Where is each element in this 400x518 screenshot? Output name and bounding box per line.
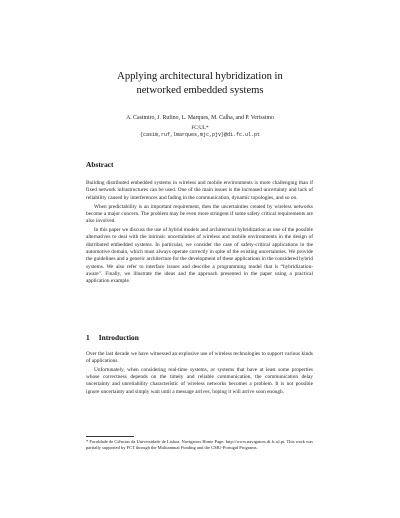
abstract-paragraph-3: In this paper we discuss the use of hybrid models and architectural hybridization as one of the possible alternatives to deal with the intrinsic uncertainties of wireless and mobile environments in the design of distributed embedded systems. In particular, we consider the case of safety-critical applications in the automotive domain, which must always operate correctly in spite of the existing uncertainties. We provide the guidelines and a generic architecture for the development of these applications in the considered hybrid systems. We also refer to interface issues and describe a programming model that is “hybridization-aware”. Finally, we illustrate the ideas and the approach presented in the paper using a practical application example. xyxy=(86,227,313,285)
introduction-body xyxy=(86,351,313,397)
affiliation: FC/UL* xyxy=(191,125,209,131)
section-number: 1 xyxy=(86,333,90,342)
title-line-1: Applying architectural hybridization in xyxy=(117,71,283,82)
intro-paragraph-2: Unfortunately, when considering real-time systems, or systems that have at least some properties whose correctness depends on the timely and reliable communication, the communication delay uncertainty and unreliability characteristic of wireless networks becomes a problem. It is not possible ignore uncertainty and simply wait until a message arrives, hoping it will arrive soon enough. xyxy=(86,366,313,395)
introduction-heading xyxy=(86,333,139,342)
title-line-2: networked embedded systems xyxy=(136,85,264,96)
affiliation-block xyxy=(40,125,360,139)
abstract-paragraph-2: When predictability is an important requirement, then the uncertainties created by wireless networks become a major concern. The problem may be even more stringent if some safety critical requirements are also involved. xyxy=(86,203,313,225)
abstract-body xyxy=(86,180,313,287)
abstract-heading: Abstract xyxy=(86,160,114,169)
paper-title xyxy=(60,70,340,98)
author-emails: {casim,ruf,lmarques,mjc,pjv}@di.fc.ul.pt xyxy=(139,132,261,138)
section-title: Introduction xyxy=(98,333,139,342)
intro-paragraph-1: Over the last decade we have witnessed an explosive use of wireless technologies to support various kinds of applications. xyxy=(86,351,313,365)
author-list: A. Casimiro, J. Rufino, L. Marques, M. Calha, and P. Verissimo xyxy=(126,115,274,121)
footnote-rule xyxy=(86,436,134,437)
footnote: * Faculdade de Ciências da Universidade de Lisboa. Navigators Home Page: http://www.navigators.di.fc.ul.pt. This work was partially supported by FCT through the Multiannual Funding and the CMU-Portugal Programs. xyxy=(86,439,313,451)
abstract-paragraph-1: Building distributed embedded systems in wireless and mobile environments is more challenging than if fixed network infrastructures can be used. One of the main issues is the increased uncertainty and lack of reliability caused by interferences and fading in the communication, dynamic topologies, and so on. xyxy=(86,180,313,201)
